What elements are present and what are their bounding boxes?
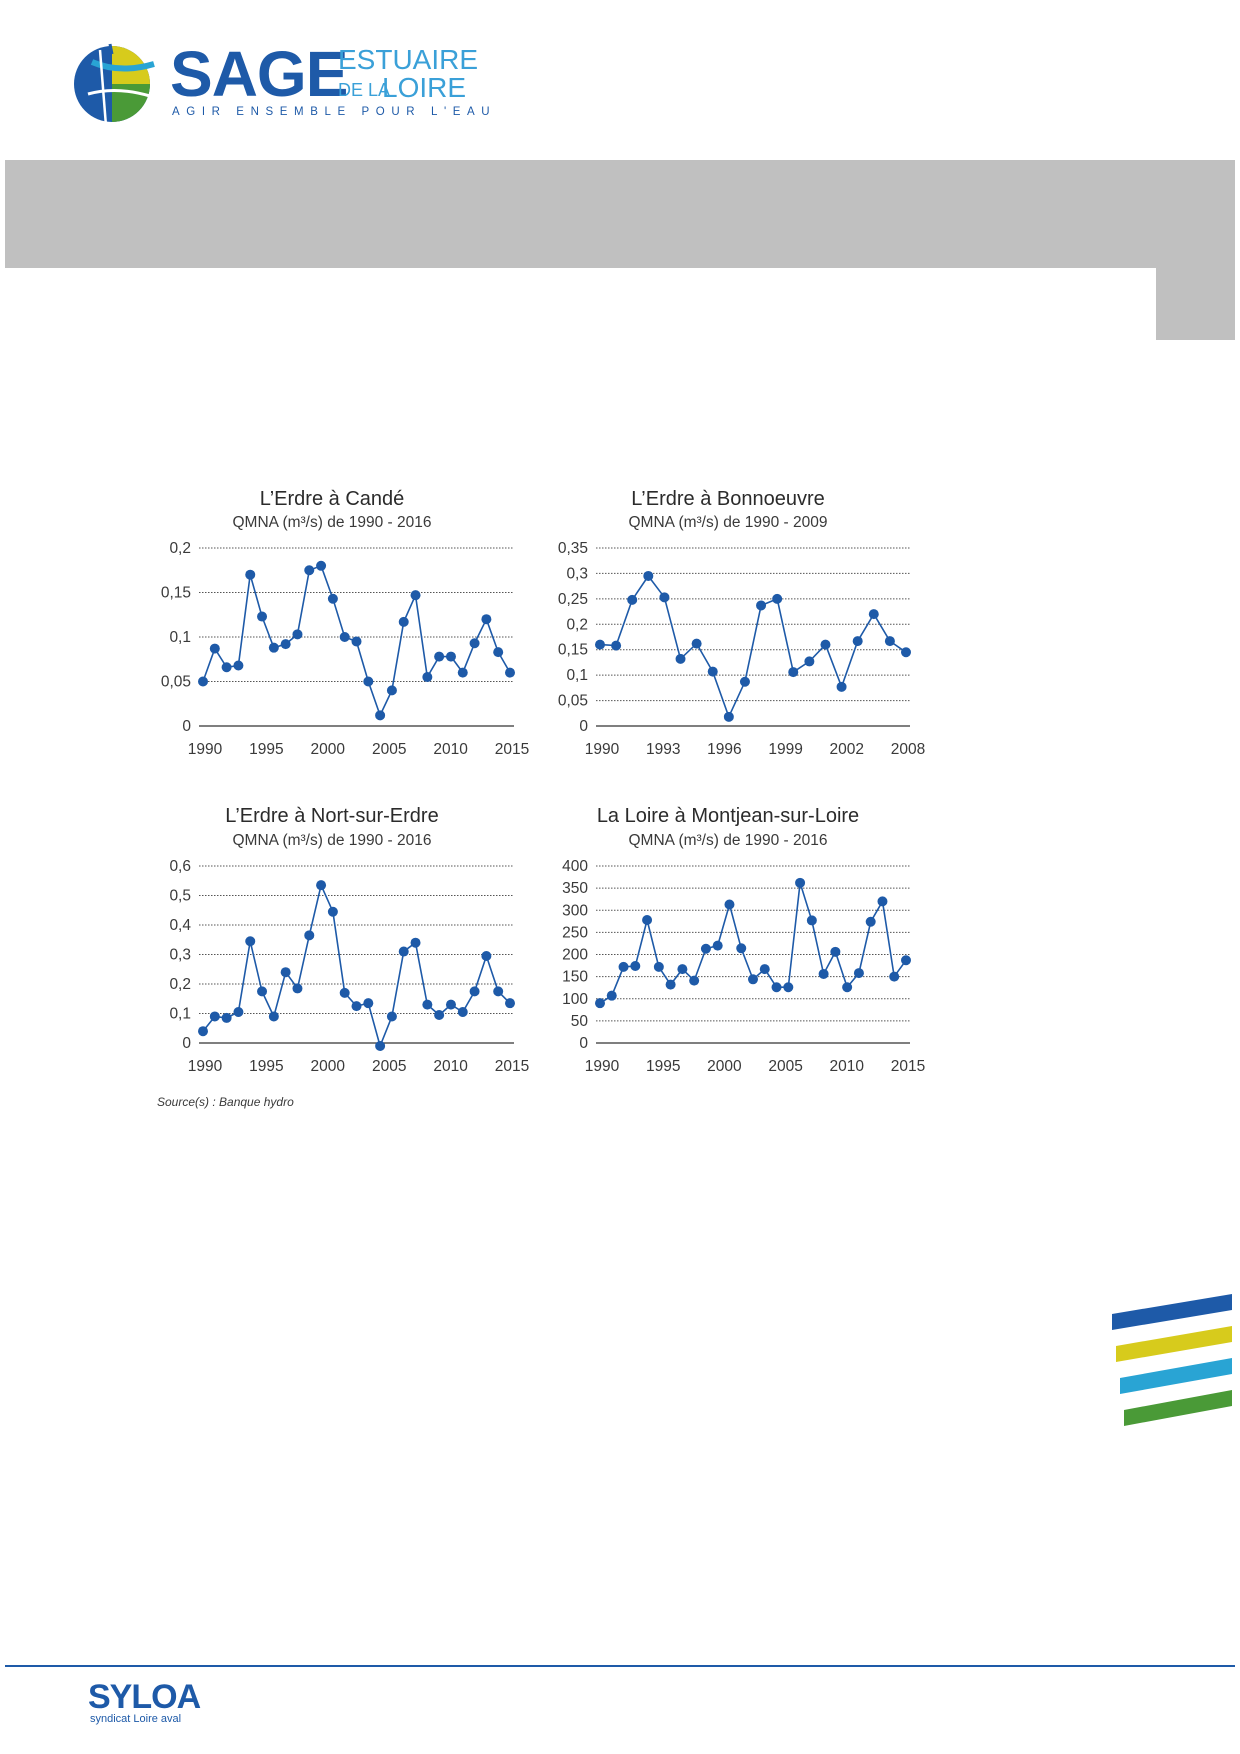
data-point <box>210 1011 220 1021</box>
y-tick-label: 250 <box>562 924 588 942</box>
data-point <box>281 639 291 649</box>
data-point <box>411 590 421 600</box>
y-tick-label: 0,2 <box>169 976 191 993</box>
chart-subtitle: QMNA (m³/s) de 1990 - 2016 <box>232 514 432 531</box>
data-point <box>375 1041 385 1051</box>
y-tick-label: 0,3 <box>169 946 191 964</box>
data-point <box>446 652 456 662</box>
data-point <box>458 1007 468 1017</box>
data-point <box>505 668 515 678</box>
y-tick-label: 0,2 <box>566 616 588 634</box>
data-point <box>676 654 686 664</box>
data-point <box>328 907 338 917</box>
x-tick-label: 1990 <box>584 1058 620 1075</box>
x-tick-label: 2015 <box>494 741 530 758</box>
data-point <box>257 986 267 996</box>
y-tick-label: 350 <box>562 880 588 898</box>
stripe-yellow <box>1116 1326 1232 1362</box>
data-point <box>889 972 899 982</box>
data-point <box>481 951 491 961</box>
y-tick-label: 0,05 <box>557 692 588 710</box>
x-tick-label: 2010 <box>433 1058 468 1075</box>
series-line <box>203 885 510 1046</box>
data-point <box>869 609 879 619</box>
data-point <box>422 672 432 682</box>
chart-subtitle: QMNA (m³/s) de 1990 - 2016 <box>232 832 432 849</box>
chart-2 <box>558 488 925 758</box>
x-tick-label: 1999 <box>768 741 803 758</box>
y-tick-label: 50 <box>570 1012 588 1030</box>
data-point <box>607 991 617 1001</box>
x-tick-label: 1990 <box>584 741 620 758</box>
data-point <box>233 1007 243 1017</box>
y-tick-label: 0 <box>579 718 588 735</box>
data-point <box>481 614 491 624</box>
data-point <box>245 570 255 580</box>
y-tick-label: 0 <box>579 1035 588 1052</box>
x-tick-label: 1990 <box>187 1058 223 1075</box>
data-point <box>328 594 338 604</box>
y-tick-label: 0,4 <box>169 917 191 934</box>
data-point <box>269 1011 279 1021</box>
data-point <box>901 647 911 657</box>
x-tick-label: 2000 <box>707 1058 742 1075</box>
data-point <box>222 662 232 672</box>
data-point <box>352 1001 362 1011</box>
y-tick-label: 0,05 <box>160 673 191 691</box>
chart-subtitle: QMNA (m³/s) de 1990 - 2009 <box>628 514 828 531</box>
data-point <box>233 660 243 670</box>
data-point <box>399 947 409 957</box>
y-tick-label: 400 <box>562 858 588 875</box>
data-point <box>619 962 629 972</box>
data-point <box>807 915 817 925</box>
x-tick-label: 2002 <box>829 741 865 758</box>
data-point <box>689 976 699 986</box>
x-tick-label: 1993 <box>645 741 681 758</box>
logo-estuaire-text: ESTUAIRE <box>338 44 479 75</box>
x-tick-label: 2005 <box>371 741 407 758</box>
x-tick-label: 2010 <box>829 1058 865 1075</box>
data-point <box>222 1013 232 1023</box>
y-tick-label: 0,15 <box>557 641 588 659</box>
y-tick-label: 0 <box>182 1035 191 1052</box>
data-point <box>748 974 758 984</box>
data-point <box>245 936 255 946</box>
y-tick-label: 0,1 <box>169 1005 191 1023</box>
stripe-cyan <box>1120 1358 1232 1394</box>
decorative-stripes <box>1108 1290 1240 1430</box>
data-point <box>493 647 503 657</box>
stripe-blue <box>1112 1294 1232 1330</box>
data-point <box>387 685 397 695</box>
x-tick-label: 1995 <box>249 741 284 758</box>
data-point <box>853 636 863 646</box>
data-point <box>820 640 830 650</box>
data-point <box>854 968 864 978</box>
data-point <box>316 561 326 571</box>
data-point <box>842 982 852 992</box>
y-tick-label: 200 <box>562 946 588 964</box>
data-point <box>375 710 385 720</box>
data-point <box>281 967 291 977</box>
data-point <box>399 617 409 627</box>
data-point <box>830 947 840 957</box>
syloa-logo-subtitle: syndicat Loire aval <box>90 1713 182 1725</box>
data-point <box>387 1011 397 1021</box>
data-point <box>292 629 302 639</box>
data-point <box>756 600 766 610</box>
data-point <box>692 639 702 649</box>
data-point <box>795 878 805 888</box>
data-point <box>713 941 723 951</box>
data-point <box>804 656 814 666</box>
data-point <box>901 955 911 965</box>
footer-divider <box>5 1665 1235 1667</box>
x-tick-label: 2015 <box>890 1058 926 1075</box>
y-tick-label: 0,15 <box>160 584 191 602</box>
data-point <box>363 677 373 687</box>
x-tick-label: 2005 <box>768 1058 803 1075</box>
data-point <box>470 986 480 996</box>
data-point <box>708 667 718 677</box>
y-tick-label: 0,5 <box>169 887 191 905</box>
data-point <box>627 595 637 605</box>
data-point <box>643 571 653 581</box>
y-tick-label: 150 <box>562 968 588 986</box>
data-point <box>292 983 302 993</box>
data-point <box>434 1010 444 1020</box>
y-tick-label: 0 <box>182 718 191 735</box>
data-point <box>505 998 515 1008</box>
y-tick-label: 0,25 <box>557 590 588 608</box>
y-tick-label: 0,2 <box>169 540 191 557</box>
logo-tagline: AGIR ENSEMBLE POUR L'EAU <box>172 106 497 118</box>
data-point <box>654 962 664 972</box>
chart-title: L’Erdre à Candé <box>259 488 405 510</box>
data-point <box>819 969 829 979</box>
data-point <box>666 980 676 990</box>
data-point <box>724 712 734 722</box>
y-tick-label: 0,35 <box>557 540 588 557</box>
series-line <box>600 883 906 1003</box>
data-point <box>659 592 669 602</box>
data-point <box>788 667 798 677</box>
x-tick-label: 2015 <box>494 1058 530 1075</box>
syloa-logo-text: SYLOA <box>88 1678 201 1716</box>
x-tick-label: 1996 <box>707 741 742 758</box>
data-point <box>304 565 314 575</box>
x-tick-label: 1990 <box>187 741 223 758</box>
logo-sage-text: SAGE <box>170 38 348 110</box>
y-tick-label: 0,1 <box>169 629 191 646</box>
data-point <box>352 636 362 646</box>
syloa-logo <box>88 1680 238 1730</box>
data-point <box>446 1000 456 1010</box>
x-tick-label: 2005 <box>371 1058 407 1075</box>
stripe-green <box>1124 1390 1232 1426</box>
data-point <box>611 641 621 651</box>
data-point <box>783 982 793 992</box>
data-point <box>198 1026 208 1036</box>
data-point <box>740 677 750 687</box>
data-point <box>677 964 687 974</box>
data-point <box>210 644 220 654</box>
data-point <box>304 930 314 940</box>
x-tick-label: 2008 <box>890 741 926 758</box>
chart-4 <box>562 805 925 1075</box>
data-point <box>877 896 887 906</box>
y-tick-label: 300 <box>562 902 588 920</box>
data-point <box>340 988 350 998</box>
data-point <box>458 668 468 678</box>
series-line <box>600 576 906 717</box>
chart-1 <box>161 488 529 758</box>
logo-loire-text: LOIRE <box>382 72 467 103</box>
data-point <box>470 638 480 648</box>
data-point <box>724 899 734 909</box>
data-point <box>885 636 895 646</box>
y-tick-label: 0,3 <box>566 565 588 583</box>
x-tick-label: 1995 <box>645 1058 681 1075</box>
data-point <box>866 917 876 927</box>
y-tick-label: 0,6 <box>169 858 191 875</box>
data-point <box>422 1000 432 1010</box>
data-point <box>595 998 605 1008</box>
chart-title: La Loire à Montjean-sur-Loire <box>596 805 860 827</box>
x-tick-label: 2000 <box>310 741 346 758</box>
data-point <box>363 998 373 1008</box>
data-point <box>736 943 746 953</box>
x-tick-label: 1995 <box>249 1058 284 1075</box>
data-point <box>198 677 208 687</box>
data-point <box>340 632 350 642</box>
data-point <box>772 594 782 604</box>
data-point <box>434 652 444 662</box>
data-point <box>316 880 326 890</box>
data-point <box>493 986 503 996</box>
source-note: Source(s) : Banque hydro <box>157 1095 294 1109</box>
data-point <box>269 643 279 653</box>
chart-subtitle: QMNA (m³/s) de 1990 - 2016 <box>628 832 828 849</box>
chart-title: L’Erdre à Bonnoeuvre <box>631 488 825 510</box>
chart-title: L’Erdre à Nort-sur-Erdre <box>225 805 439 827</box>
y-tick-label: 0,1 <box>566 667 588 685</box>
y-tick-label: 100 <box>562 990 588 1008</box>
logo-dela-text: DE LA <box>338 80 391 100</box>
x-tick-label: 2010 <box>433 741 468 758</box>
x-tick-label: 2000 <box>310 1058 346 1075</box>
data-point <box>642 915 652 925</box>
data-point <box>595 640 605 650</box>
data-point <box>701 944 711 954</box>
data-point <box>760 964 770 974</box>
data-point <box>772 982 782 992</box>
data-point <box>411 938 421 948</box>
chart-3 <box>169 805 529 1075</box>
data-point <box>257 612 267 622</box>
data-point <box>837 682 847 692</box>
data-point <box>630 961 640 971</box>
